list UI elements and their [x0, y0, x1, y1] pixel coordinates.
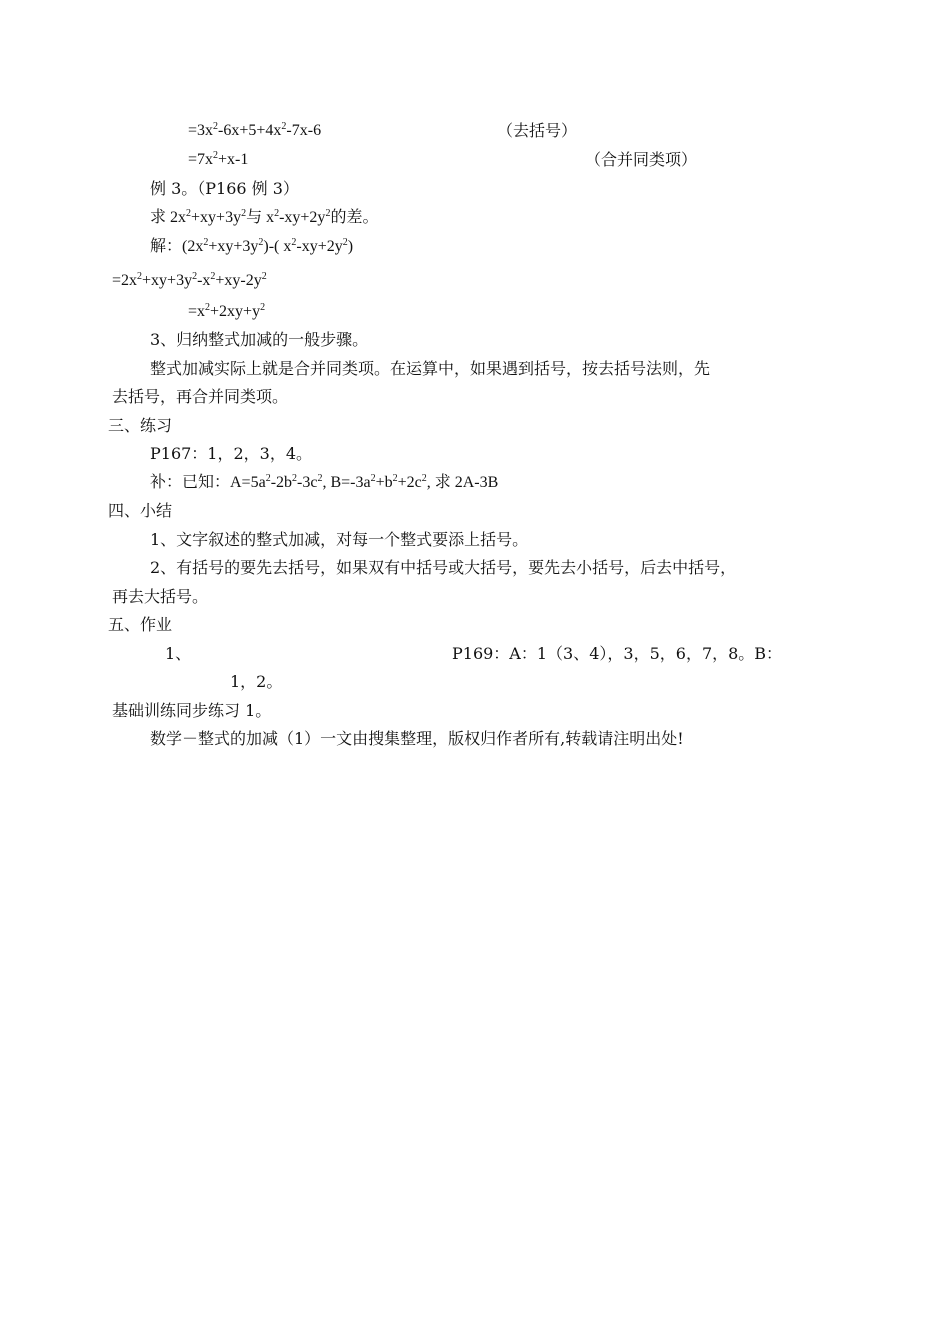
example-heading: 例 3。（P166 例 3）	[150, 179, 299, 198]
summary-point-2-line-1: 2、有括号的要先去括号，如果双有中括号或大括号，要先去小括号，后去中括号，	[150, 558, 737, 577]
equation-line-1: $=3x^2-6x+5+4x^2-7x-6$	[188, 121, 322, 139]
practice-items: P167：1，2，3，4。	[150, 444, 313, 463]
homework-text: P169：A：1（3、4），3，5，6，7，8。B：	[452, 644, 783, 663]
equation-note-1: （去括号）	[497, 121, 578, 140]
solution-step-1: $=2x^2+xy+3y^2-x^2+xy-2y^2$	[112, 271, 267, 289]
summary-paragraph-line-2: 去括号，再合并同类项。	[112, 387, 289, 406]
homework-text-continued: 1，2。	[230, 672, 283, 691]
example-task: 求 $2x^2+xy+3y^2$与 $x^2-xy+2y^2$的差。	[150, 208, 379, 226]
supplementary-problem: 补：已知：$A=5a^2-2b^2-3c^2$, $B=-3a^2+b^2+2c^2$, 求 2A-3B	[150, 473, 499, 491]
equation-note-2: （合并同类项）	[585, 150, 698, 169]
homework-number: 1、	[165, 644, 192, 663]
summary-paragraph-line-1: 整式加减实际上就是合并同类项。在运算中，如果遇到括号，按去括号法则，先	[150, 359, 711, 378]
section-heading-practice: 三、练习	[108, 416, 173, 435]
section-heading-summary: 四、小结	[108, 501, 173, 520]
basic-training: 基础训练同步练习 1。	[112, 701, 272, 720]
equation-line-2: $=7x^2+x-1$	[188, 150, 249, 168]
section-heading-homework: 五、作业	[108, 615, 173, 634]
solution-step-2: $=x^2+2xy+y^2$	[188, 302, 266, 320]
summary-point-2-line-2: 再去大括号。	[112, 587, 209, 606]
solution-line: 解：$(2x^2+xy+3y^2)-$( $x^2-xy+2y^2$)	[150, 237, 354, 255]
summary-point-1: 1、文字叙述的整式加减，对每一个整式要添上括号。	[150, 530, 529, 549]
footer-note: 数学－整式的加减（1）一文由搜集整理，版权归作者所有,转载请注明出处!	[150, 729, 684, 748]
step-heading: 3、归纳整式加减的一般步骤。	[150, 330, 369, 349]
